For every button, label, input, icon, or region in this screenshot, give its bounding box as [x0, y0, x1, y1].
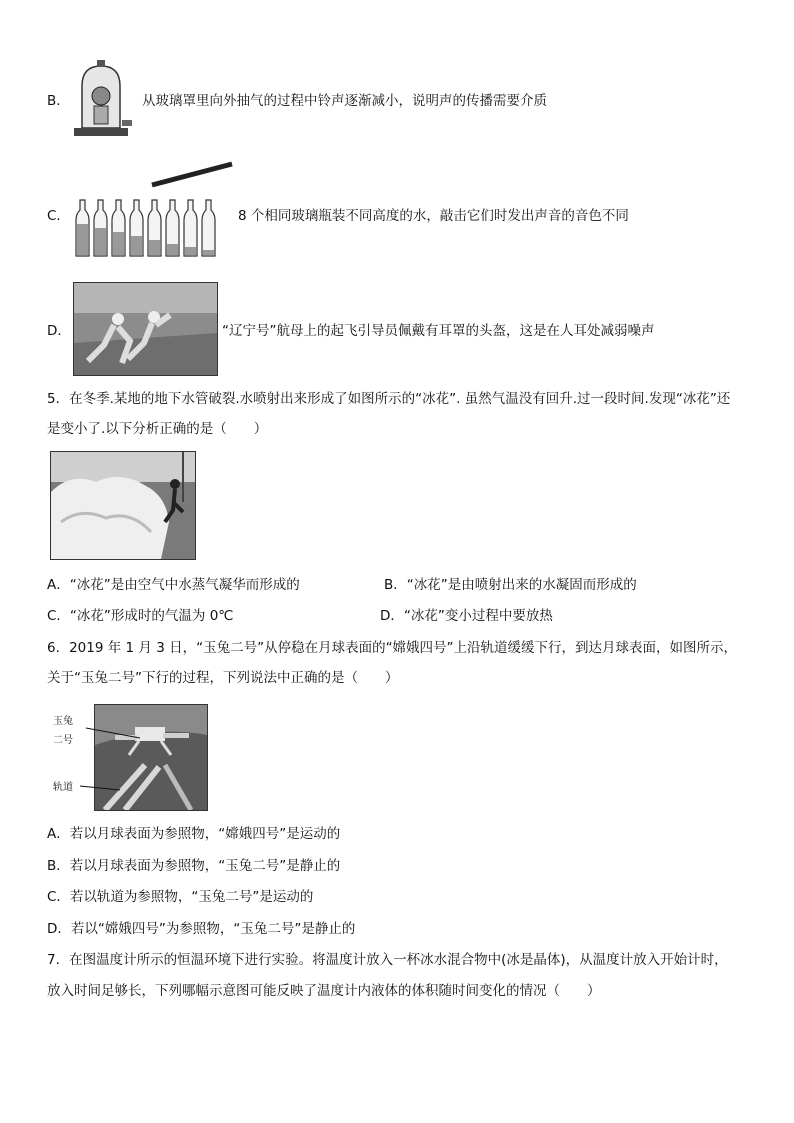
q4-option-b-text: 从玻璃罩里向外抽气的过程中铃声逐渐减小，说明声的传播需要介质	[142, 93, 547, 109]
q5-option-a: A．“冰花”是由空气中水蒸气凝华而形成的	[47, 577, 300, 593]
q4-option-c-letter: C．	[47, 208, 70, 224]
q4-option-b-letter: B．	[47, 93, 70, 109]
q6-option-b: B．若以月球表面为参照物，“玉兔二号”是静止的	[47, 858, 341, 874]
q5-option-b: B．“冰花”是由喷射出来的水凝固而形成的	[384, 577, 637, 593]
track-label: 轨道	[53, 782, 73, 793]
q6-option-a: A．若以月球表面为参照物，“嫦娥四号”是运动的	[47, 826, 341, 842]
q5-stem-line1: 5．在冬季.某地的地下水管破裂.水喷射出来形成了如图所示的“冰花”. 虽然气温没有回升.过一段时间.发现“冰花”还	[47, 391, 731, 407]
q5-stem-line2: 是变小了.以下分析正确的是（ ）	[47, 421, 268, 437]
q6-stem-line2: 关于“玉兔二号”下行的过程，下列说法中正确的是（ ）	[47, 670, 399, 686]
q6-option-d: D．若以“嫦娥四号”为参照物，“玉兔二号”是静止的	[47, 921, 356, 937]
q7-stem-line1: 7．在图温度计所示的恒温环境下进行实验。将温度计放入一杯冰水混合物中(冰是晶体)，从温度计放入开始计时，	[47, 952, 728, 968]
q7-stem-line2: 放入时间足够长，下列哪幅示意图可能反映了温度计内液体的体积随时间变化的情况（ ）	[47, 983, 601, 999]
q6-option-c: C．若以轨道为参照物，“玉兔二号”是运动的	[47, 889, 314, 905]
q6-stem-line1: 6．2019 年 1 月 3 日，“玉兔二号”从停稳在月球表面的“嫦娥四号”上沿轨道缓缓下行，到达月球表面，如图所示，	[47, 640, 738, 656]
rover-label-line2: 二号	[53, 735, 73, 746]
q5-option-d: D．“冰花”变小过程中要放热	[380, 608, 553, 624]
q4-option-c-text: 8 个相同玻璃瓶装不同高度的水，敲击它们时发出声音的音色不同	[238, 208, 629, 224]
q5-option-c: C．“冰花”形成时的气温为 0℃	[47, 608, 234, 624]
q4-option-d-text: “辽宁号”航母上的起飞引导员佩戴有耳罩的头盔，这是在人耳处减弱噪声	[222, 323, 655, 339]
rover-label-line1: 玉兔	[53, 716, 73, 727]
q4-option-d-letter: D．	[47, 323, 71, 339]
